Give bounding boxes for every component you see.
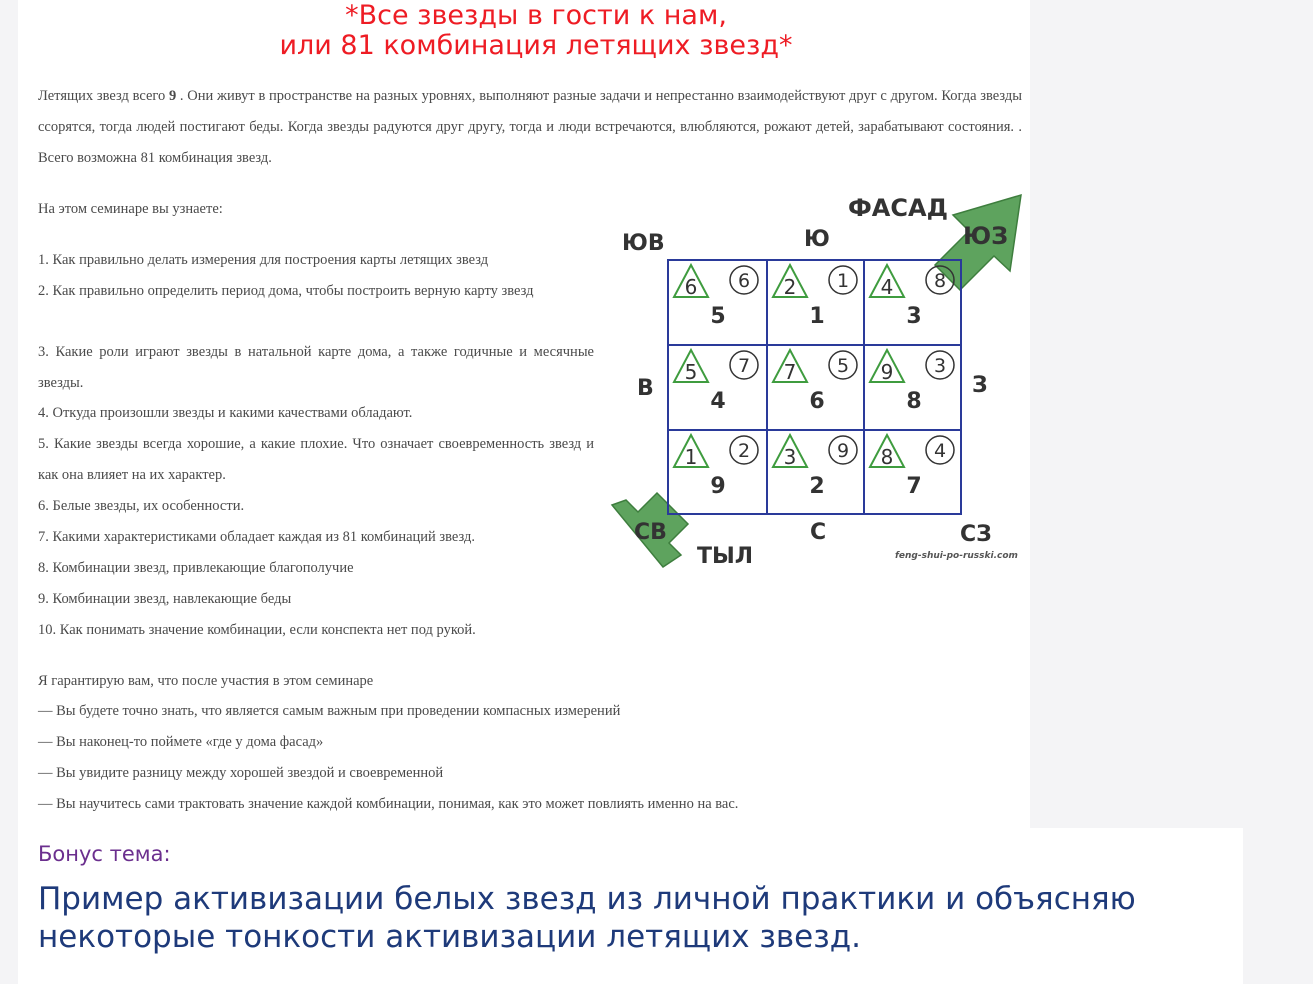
bonus-text: Пример активизации белых звезд из личной практики и объясняю некоторые тонкости активизации летящих звезд. bbox=[38, 881, 1136, 955]
seminar-item-10: 10. Как понимать значение комбинации, если конспекта нет под рукой. bbox=[38, 622, 476, 638]
mountain-star-number: 5 bbox=[684, 360, 698, 384]
intro-number: 9 bbox=[168, 88, 177, 104]
label-sw: ЮЗ bbox=[963, 222, 1009, 250]
intro-paragraph bbox=[38, 81, 1022, 174]
label-n: С bbox=[810, 520, 827, 545]
base-star-number: 8 bbox=[906, 389, 922, 414]
seminar-item-1: 1. Как правильно делать измерения для построения карты летящих звезд bbox=[38, 252, 489, 268]
seminar-item-7: 7. Какими характеристиками обладает каждая из 81 комбинаций звезд. bbox=[38, 529, 475, 545]
base-star-number: 3 bbox=[906, 304, 922, 329]
label-w: З bbox=[972, 373, 988, 398]
base-star-number: 2 bbox=[809, 474, 825, 499]
label-facade: ФАСАД bbox=[848, 194, 948, 222]
water-star-number: 4 bbox=[933, 440, 947, 462]
water-star-number: 3 bbox=[933, 355, 947, 377]
mountain-star-number: 7 bbox=[783, 360, 797, 384]
seminar-heading: На этом семинаре вы узнаете: bbox=[38, 201, 223, 217]
label-s: Ю bbox=[804, 227, 830, 252]
guarantee-item-1: — Вы будете точно знать, что является самым важным при проведении компасных измерений bbox=[38, 703, 621, 719]
mountain-star-number: 6 bbox=[684, 275, 698, 299]
seminar-item-5: 5. Какие звезды всегда хорошие, а какие плохие. Что означает своевременность звезд и как она влияет на их характер. bbox=[38, 436, 594, 483]
water-star-number: 5 bbox=[836, 355, 850, 377]
mountain-star-number: 9 bbox=[880, 360, 894, 384]
water-star-number: 7 bbox=[737, 355, 751, 377]
water-star-number: 6 bbox=[737, 270, 751, 292]
mountain-star-number: 1 bbox=[684, 445, 698, 469]
seminar-item-9: 9. Комбинации звезд, навлекающие беды bbox=[38, 591, 292, 607]
guarantee-item-3: — Вы увидите разницу между хорошей звездой и своевременной bbox=[38, 765, 444, 781]
bonus-label: Бонус тема: bbox=[38, 842, 171, 866]
page-title-line-2: или 81 комбинация летящих звезд* bbox=[279, 30, 793, 61]
water-star-number: 1 bbox=[836, 270, 850, 292]
label-se: ЮВ bbox=[622, 231, 665, 256]
intro-text-before: Летящих звезд всего bbox=[38, 88, 169, 104]
base-star-number: 7 bbox=[906, 474, 922, 499]
water-star-number: 8 bbox=[933, 270, 947, 292]
guarantee-item-2: — Вы наконец-то поймете «где у дома фасад» bbox=[38, 734, 324, 750]
mountain-star-number: 2 bbox=[783, 275, 797, 299]
seminar-item-6: 6. Белые звезды, их особенности. bbox=[38, 498, 245, 514]
base-star-number: 5 bbox=[710, 304, 726, 329]
intro-text-after: . Они живут в пространстве на разных уровнях, выполняют разные задачи и непрестанно взаимодействуют друг с другом. Когда звезды ссорятся, тогда людей постигают беды. Когда звезды радуются друг другу, тогда и люди встречаются, влюбляются, рожают детей, зарабатывают состояния. . Всего возможна 81 комбинация звезд. bbox=[38, 88, 1022, 166]
base-star-number: 6 bbox=[809, 389, 825, 414]
seminar-item-8: 8. Комбинации звезд, привлекающие благополучие bbox=[38, 560, 354, 576]
guarantee-item-4: — Вы научитесь сами трактовать значение каждой комбинации, понимая, как это может повлиять именно на вас. bbox=[38, 796, 739, 812]
base-star-number: 9 bbox=[710, 474, 726, 499]
label-back: ТЫЛ bbox=[697, 544, 754, 569]
water-star-number: 2 bbox=[737, 440, 751, 462]
base-star-number: 4 bbox=[710, 389, 726, 414]
base-star-number: 1 bbox=[809, 304, 825, 329]
water-star-number: 9 bbox=[836, 440, 850, 462]
seminar-item-2: 2. Как правильно определить период дома, чтобы построить верную карту звезд bbox=[38, 283, 534, 299]
seminar-item-4: 4. Откуда произошли звезды и какими качествами обладают. bbox=[38, 405, 413, 421]
label-e: В bbox=[637, 376, 654, 401]
mountain-star-number: 8 bbox=[880, 445, 894, 469]
flying-stars-chart bbox=[605, 188, 1030, 573]
chart-watermark: feng-shui-po-russki.com bbox=[895, 551, 1018, 561]
page-title-line-1: *Все звезды в гости к нам, bbox=[345, 0, 727, 31]
guarantee-heading: Я гарантирую вам, что после участия в этом семинаре bbox=[38, 673, 374, 689]
label-ne: СВ bbox=[634, 520, 667, 545]
seminar-item-3: 3. Какие роли играют звезды в натальной карте дома, а также годичные и месячные звезды. bbox=[38, 344, 594, 391]
mountain-star-number: 3 bbox=[783, 445, 797, 469]
label-nw: СЗ bbox=[960, 522, 992, 547]
mountain-star-number: 4 bbox=[880, 275, 894, 299]
